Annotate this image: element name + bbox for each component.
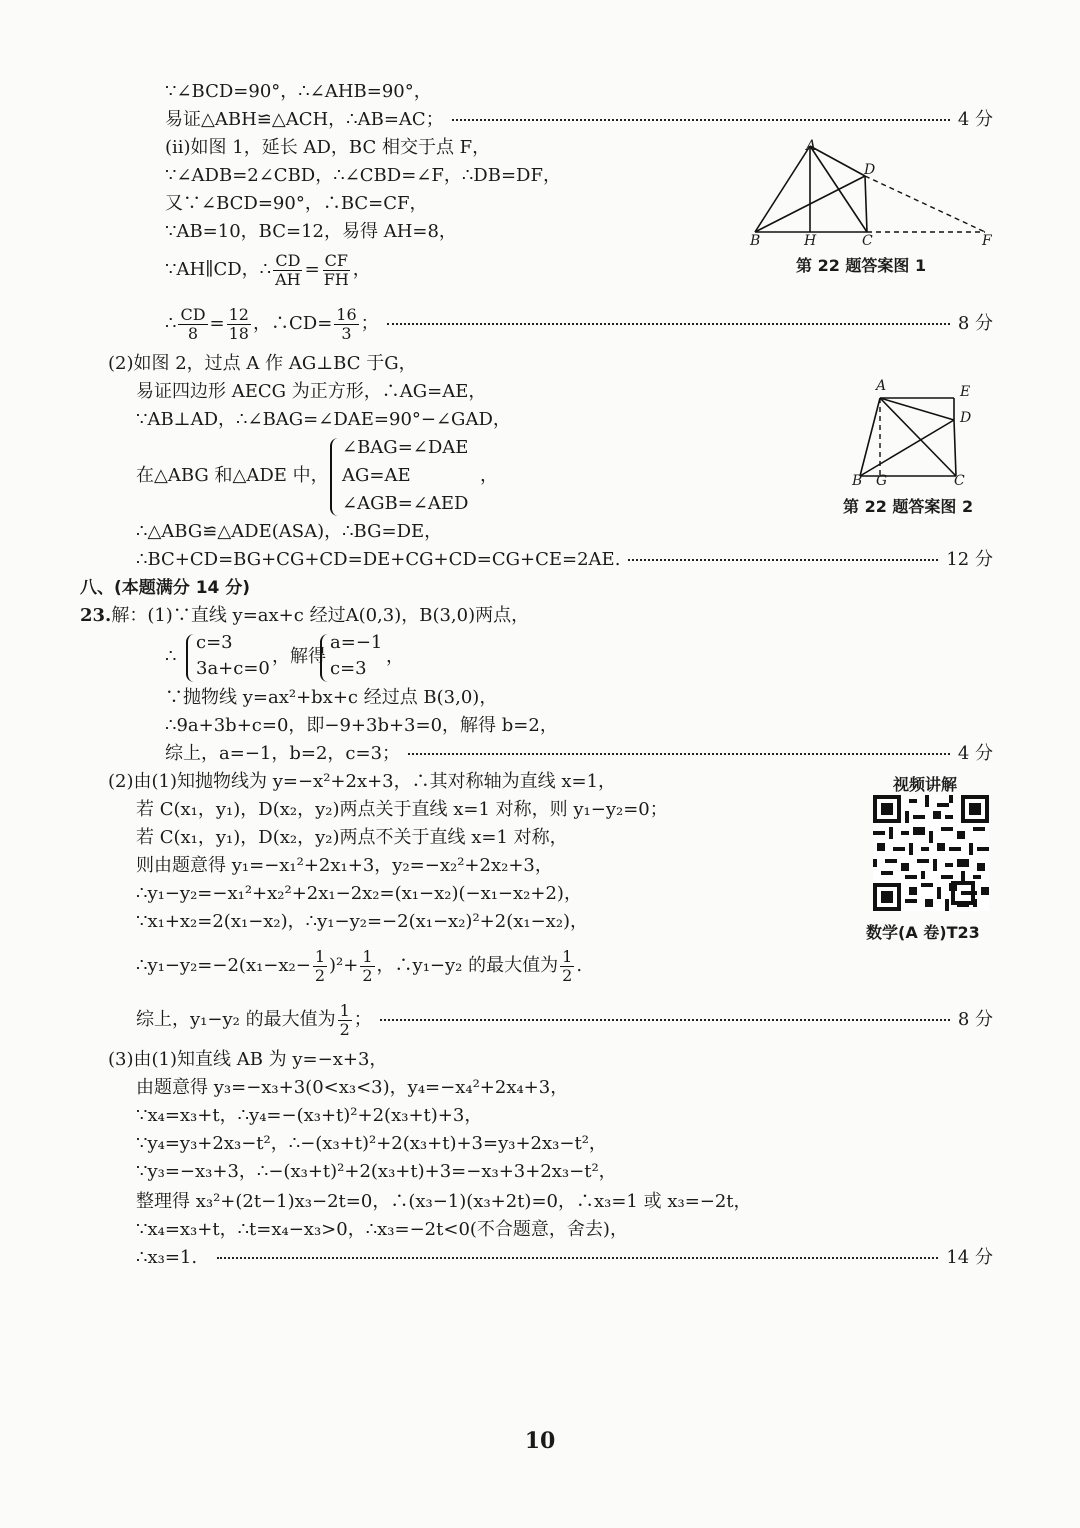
fraction: $\frac{1}{2}$ (314, 946, 326, 985)
line-8: ∴ $\frac{CD}{8}$ = $\frac{12}{18}$ ，∴CD= $\frac{16}{3}$ ； 8 分 (165, 300, 993, 348)
section-heading: 八、(本题满分 14 分) (80, 578, 251, 598)
line-5: 又∵∠BCD=90°，∴BC=CF， (165, 193, 428, 214)
dotted-leader (408, 753, 950, 755)
line-29: 由题意得 y₃=−x₃+3(0<x₃<3)，y₄=−x₄²+2x₄+3， (136, 1077, 569, 1098)
qr-title: 视频讲解 (893, 775, 958, 794)
line-12-prefix: 在△ABG 和△ADE 中， (136, 465, 329, 486)
score-mark: 4 分 (957, 743, 993, 764)
score-mark: 4 分 (957, 109, 993, 130)
figure-2-label-g: G (876, 473, 888, 489)
fraction: $\frac{CF}{FH}$ (323, 250, 349, 289)
score-mark: 14 分 (946, 1247, 993, 1268)
line-31: ∵y₄=y₃+2x₃−t²，∴−(x₃+t)²+2(x₃+t)+3=y₃+2x₃−t²， (136, 1133, 607, 1154)
line-26: ∴y₁−y₂=−2(x₁−x₂− $\frac{1}{2}$ )²+ $\frac{1}{2}$ ，∴y₁−y₂ 的最大值为 $\frac{1}{2}$ . (136, 946, 583, 985)
figure-1-label-c: C (862, 233, 873, 249)
figure-1-caption: 第 22 题答案图 1 (796, 256, 927, 275)
left-brace (330, 438, 342, 516)
fraction: $\frac{CD}{AH}$ (275, 250, 301, 289)
line-22: 若 C(x₁，y₁)，D(x₂，y₂)两点不关于直线 x=1 对称， (136, 827, 568, 848)
qr-code-icon[interactable] (873, 795, 989, 911)
line-12-suffix: ， (480, 465, 498, 486)
line-4: ∵∠ADB=2∠CBD，∴∠CBD=∠F，∴DB=DF， (165, 165, 561, 186)
page-number: 10 (524, 1428, 556, 1454)
fraction: $\frac{1}{2}$ (362, 946, 373, 985)
line-6: ∵AB=10，BC=12，易得 AH=8， (165, 221, 457, 242)
figure-1-label-h: H (804, 233, 817, 249)
line-7: ∵AH∥CD，∴ $\frac{CD}{AH}$ = $\frac{CF}{FH}$ ， (165, 250, 371, 289)
line-14: ∴BC+CD=BG+CG+CD=DE+CG+CD=CG+CE=2AE. 12 分 (136, 549, 993, 570)
score-mark: 8 分 (957, 313, 993, 334)
score-mark: 12 分 (946, 549, 993, 570)
figure-2-caption: 第 22 题答案图 2 (843, 497, 974, 516)
line-18: ∴9a+3b+c=0，即−9+3b+3=0，解得 b=2， (165, 715, 558, 736)
fraction: $\frac{1}{2}$ (339, 1000, 350, 1039)
line-19: 综上，a=−1，b=2，c=3； 4 分 (165, 743, 993, 764)
line-35: ∴x₃=1. 14 分 (136, 1247, 993, 1268)
dotted-leader (217, 1257, 938, 1259)
line-9: (2)如图 2，过点 A 作 AG⊥BC 于G， (108, 353, 417, 374)
line-30: ∵x₄=x₃+t，∴y₄=−(x₃+t)²+2(x₃+t)+3， (136, 1105, 483, 1126)
left-brace (186, 634, 196, 682)
dotted-leader (380, 1019, 950, 1021)
equation-system-2: a=−1 c=3 (320, 630, 382, 682)
dotted-leader (628, 559, 938, 561)
line-13: ∴△ABG≌△ADE(ASA)，∴BG=DE， (136, 521, 443, 542)
figure-2-label-b: B (852, 473, 863, 489)
line-28: (3)由(1)知直线 AB 为 y=−x+3， (108, 1049, 388, 1070)
figure-1-label-a: A (806, 138, 817, 154)
line-10: 易证四边形 AECG 为正方形，∴AG=AE， (136, 381, 487, 402)
qr-caption: 数学(A 卷)T23 (866, 923, 980, 942)
left-brace (320, 634, 330, 682)
fraction: $\frac{12}{18}$ (228, 304, 249, 343)
figure-2-label-d: D (960, 410, 972, 426)
figure-2-diagram (850, 390, 970, 486)
line-16-suffix: ， (386, 646, 404, 667)
dotted-leader (387, 323, 950, 325)
line-3: (ii)如图 1，延长 AD，BC 相交于点 F， (165, 137, 491, 158)
question-23-line: 23. 解：(1)∵直线 y=ax+c 经过A(0,3)，B(3,0)两点， (80, 605, 530, 626)
equation-system-1: c=3 3a+c=0 (186, 630, 270, 682)
score-mark: 8 分 (957, 1009, 993, 1030)
dotted-leader (452, 119, 950, 121)
congruence-conditions: ∠BAG=∠DAE AG=AE ∠AGB=∠AED (330, 434, 468, 518)
line-11: ∵AB⊥AD，∴∠BAG=∠DAE=90°−∠GAD， (136, 409, 511, 430)
line-17: ∵抛物线 y=ax²+bx+c 经过点 B(3,0)， (165, 687, 498, 708)
line-23: 则由题意得 y₁=−x₁²+2x₁+3，y₂=−x₂²+2x₂+3， (136, 855, 553, 876)
line-32: ∵y₃=−x₃+3，∴−(x₃+t)²+2(x₃+t)+3=−x₃+3+2x₃−t²， (136, 1161, 617, 1182)
line-16-prefix: ∴ (165, 646, 177, 667)
figure-1-label-d: D (864, 162, 876, 178)
line-1: ∵∠BCD=90°，∴∠AHB=90°， (165, 81, 432, 102)
figure-2-label-c: C (954, 473, 965, 489)
line-33: 整理得 x₃²+(2t−1)x₃−2t=0，∴(x₃−1)(x₃+2t)=0，∴x₃=1 或 x₃=−2t， (136, 1191, 752, 1212)
line-24: ∴y₁−y₂=−x₁²+x₂²+2x₁−2x₂=(x₁−x₂)(−x₁−x₂+2)， (136, 883, 582, 904)
line-25: ∵x₁+x₂=2(x₁−x₂)，∴y₁−y₂=−2(x₁−x₂)²+2(x₁−x₂)， (136, 911, 589, 932)
line-21: 若 C(x₁，y₁)，D(x₂，y₂)两点关于直线 x=1 对称，则 y₁−y₂=0； (136, 799, 668, 820)
fraction: $\frac{1}{2}$ (562, 946, 573, 985)
figure-2-label-e: E (960, 384, 971, 400)
figure-1-label-f: F (982, 233, 992, 249)
fraction: $\frac{16}{3}$ (336, 304, 357, 343)
figure-1-label-b: B (750, 233, 761, 249)
line-2: 易证△ABH≌△ACH，∴AB=AC； 4 分 (165, 109, 993, 130)
line-34: ∵x₄=x₃+t，∴t=x₄−x₃>0，∴x₃=−2t<0(不合题意，舍去)， (136, 1219, 628, 1240)
line-20: (2)由(1)知抛物线为 y=−x²+2x+3，∴其对称轴为直线 x=1， (108, 771, 617, 792)
fraction: $\frac{CD}{8}$ (180, 304, 206, 343)
line-16-solve: ，解得 (272, 646, 326, 667)
line-27: 综上，y₁−y₂ 的最大值为 $\frac{1}{2}$ ； 8 分 (136, 996, 993, 1044)
figure-2-label-a: A (876, 378, 887, 394)
